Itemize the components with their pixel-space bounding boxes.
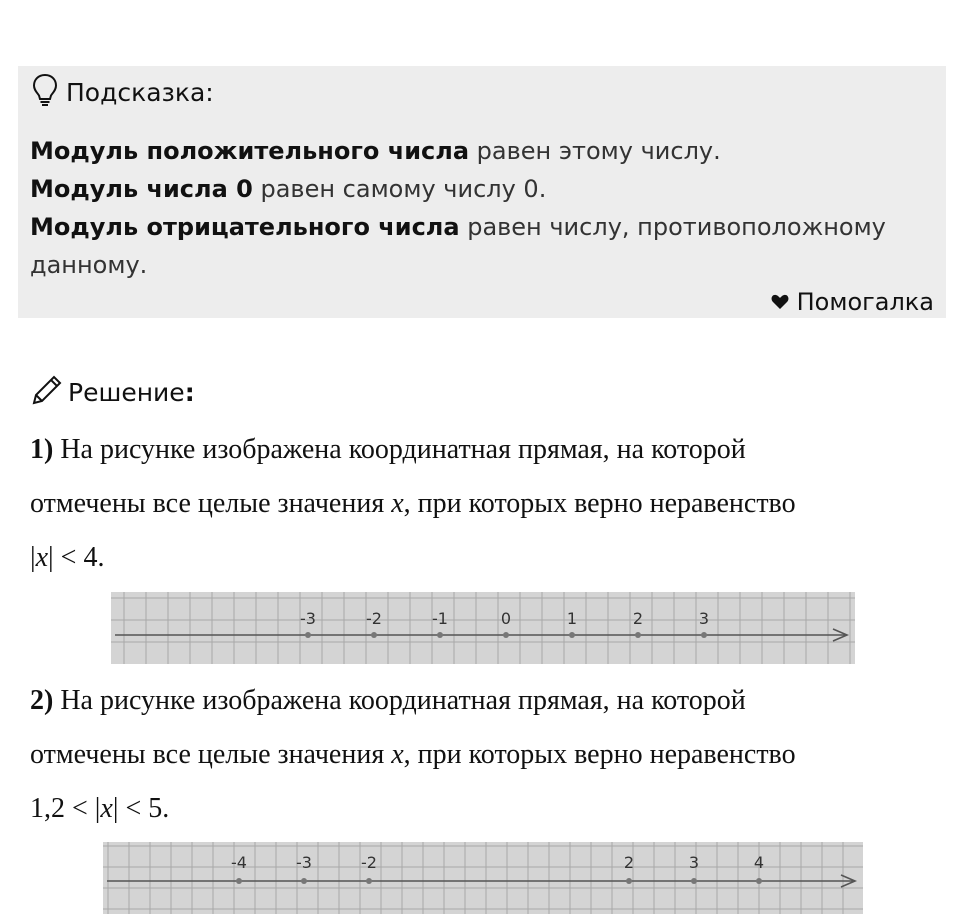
hint-line2-rest: равен самому числу 0.	[252, 175, 547, 203]
tick-label: -1	[432, 609, 448, 628]
tick-label: 4	[753, 853, 765, 872]
number-line-1	[111, 592, 855, 664]
tick-label: -2	[366, 609, 382, 628]
hint-box	[18, 66, 946, 318]
lightbulb-icon	[32, 73, 58, 111]
point-marker	[366, 878, 372, 884]
hint-line3-rest: равен числу, противоположному	[459, 213, 886, 241]
point-marker	[301, 878, 307, 884]
hint-text	[30, 132, 930, 284]
tick-label: 2	[623, 853, 635, 872]
part1-number: 1)	[30, 434, 54, 465]
tick-label: 1	[566, 609, 578, 628]
point-marker	[701, 632, 707, 638]
solution-title: Решение:	[68, 377, 195, 407]
part2-number: 2)	[30, 685, 54, 716]
point-marker	[503, 632, 509, 638]
tick-label: 0	[500, 609, 512, 628]
tick-label: -3	[300, 609, 316, 628]
hint-line3-bold: Модуль отрицательного числа	[30, 213, 460, 241]
solution-header	[30, 374, 195, 410]
tick-label: 2	[632, 609, 644, 628]
heart-icon	[771, 288, 789, 316]
tick-label: -2	[361, 853, 377, 872]
helper-link[interactable]	[771, 288, 934, 316]
point-marker	[437, 632, 443, 638]
point-marker	[691, 878, 697, 884]
point-marker	[305, 632, 311, 638]
hint-header	[32, 74, 214, 110]
point-marker	[569, 632, 575, 638]
hint-line1-rest: равен этому числу.	[469, 137, 721, 165]
hint-line1-bold: Модуль положительного числа	[30, 137, 470, 165]
tick-label: 3	[688, 853, 700, 872]
point-marker	[635, 632, 641, 638]
point-marker	[236, 878, 242, 884]
tick-label: -3	[296, 853, 312, 872]
point-marker	[756, 878, 762, 884]
hint-line2-bold: Модуль числа 0	[30, 175, 253, 203]
point-marker	[626, 878, 632, 884]
solution-part-2: 2) На рисунке изображена координатная прямая, на которой отмечены все целые значения x, при которых верно неравенство 1,2 < |x| < 5.	[30, 685, 796, 824]
hint-title: Подсказка:	[66, 77, 214, 107]
point-marker	[371, 632, 377, 638]
helper-label: Помогалка	[796, 288, 934, 316]
hint-line4: данному.	[30, 251, 148, 279]
tick-label: -4	[231, 853, 247, 872]
pencil-icon	[30, 373, 64, 411]
tick-label: 3	[698, 609, 710, 628]
solution-part-1: 1) На рисунке изображена координатная прямая, на которой отмечены все целые значения x, при которых верно неравенство |x| < 4.	[30, 434, 796, 573]
number-line-2	[103, 842, 863, 914]
